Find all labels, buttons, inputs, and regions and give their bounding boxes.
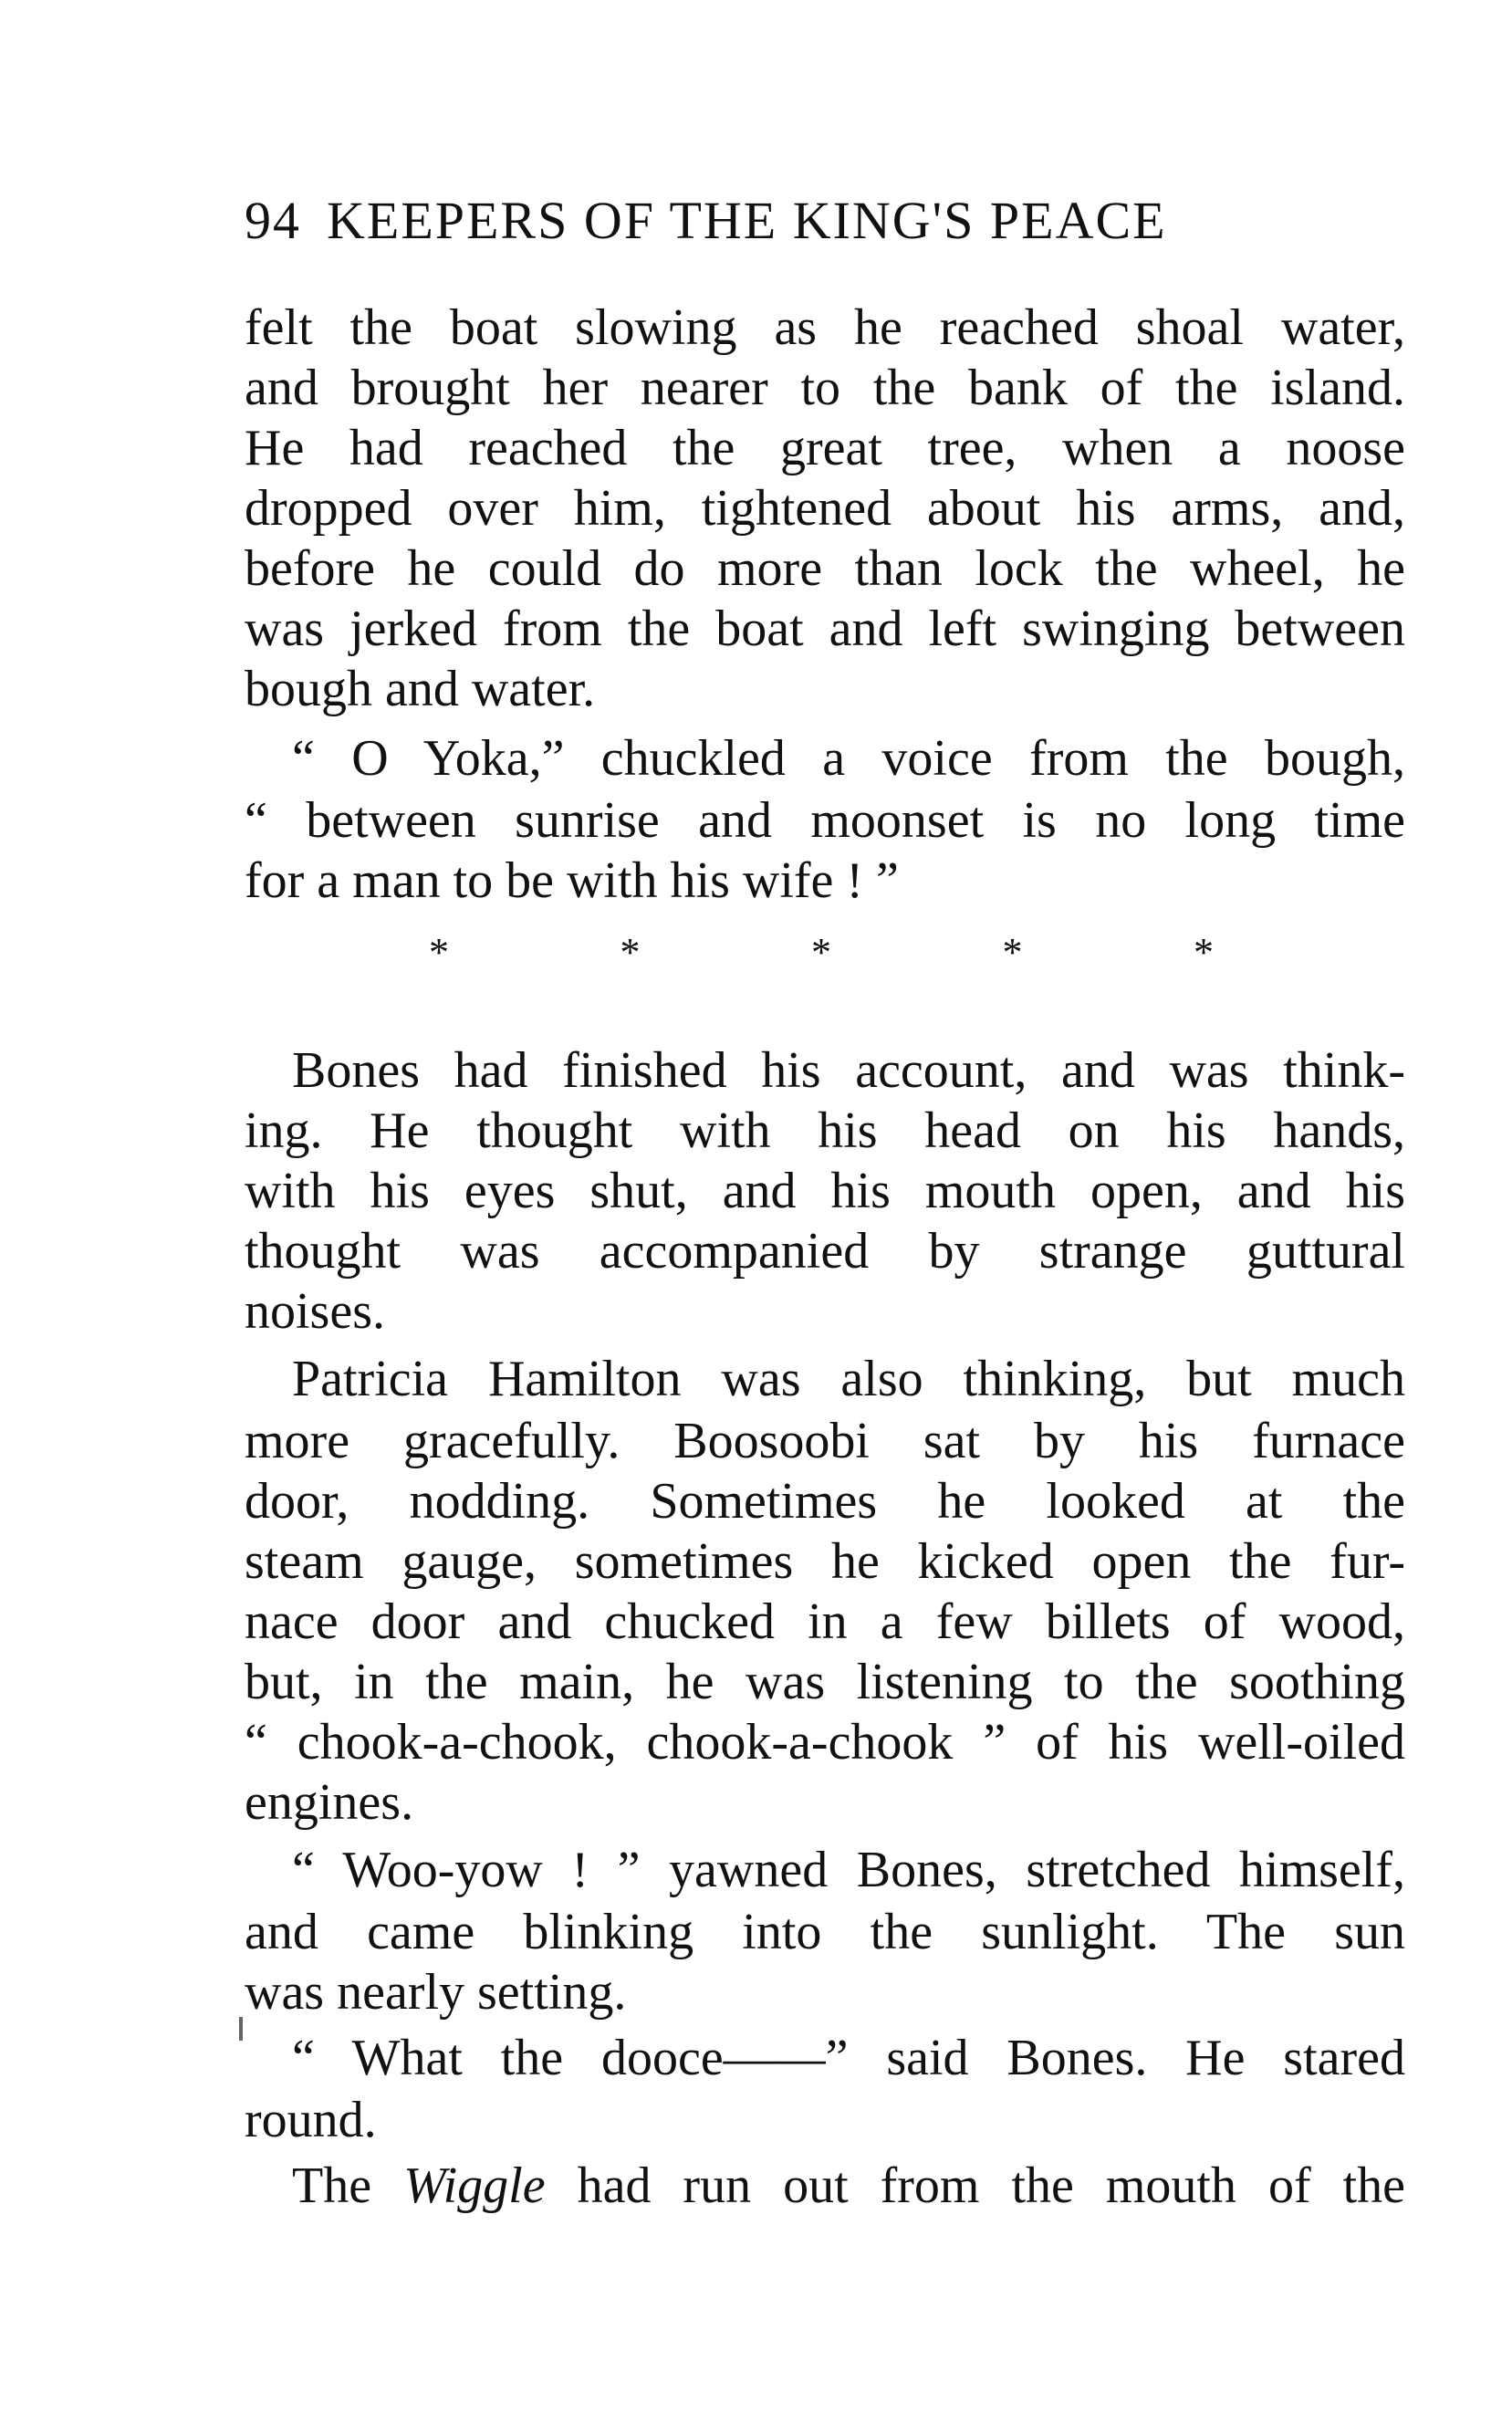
boat-name: Wiggle <box>403 2157 546 2214</box>
running-title: KEEPERS OF THE KING'S PEACE <box>327 191 1167 250</box>
text-line: thought was accompanied by strange guttural <box>245 1223 1405 1280</box>
text-line: felt the boat slowing as he reached shoal water, <box>245 299 1405 356</box>
separator-mark: * <box>429 930 449 975</box>
text-line: Patricia Hamilton was also thinking, but much <box>292 1351 1405 1407</box>
text-line: “ between sunrise and moonset is no long time <box>245 792 1405 849</box>
separator-mark: * <box>811 930 831 975</box>
running-header <box>245 190 1330 251</box>
text-line: “ Woo-yow ! ” yawned Bones, stretched himself, <box>292 1842 1405 1898</box>
separator-mark: * <box>620 930 641 975</box>
separator-mark: * <box>1002 930 1023 975</box>
text-line: bough and water. <box>245 661 596 717</box>
text-line: nace door and chucked in a few billets of wood, <box>245 1593 1405 1650</box>
text-line <box>292 2156 1405 2216</box>
text-line: before he could do more than lock the wheel, he <box>245 540 1405 597</box>
separator-mark: * <box>1194 930 1214 975</box>
text-line: noises. <box>245 1283 385 1340</box>
text-line: “ chook-a-chook, chook-a-chook ” of his well-oiled <box>245 1714 1405 1771</box>
text-line: Bones had finished his account, and was think- <box>292 1042 1405 1099</box>
text-line: but, in the main, he was listening to the soothing <box>245 1654 1405 1710</box>
text-line: and brought her nearer to the bank of the island. <box>245 360 1405 416</box>
text-line: for a man to be with his wife ! ” <box>245 852 899 909</box>
text-line: with his eyes shut, and his mouth open, and his <box>245 1163 1405 1219</box>
text-line: more gracefully. Boosoobi sat by his furnace <box>245 1413 1405 1469</box>
text-line: door, nodding. Sometimes he looked at the <box>245 1473 1405 1530</box>
text-line: steam gauge, sometimes he kicked open the fur- <box>245 1533 1405 1590</box>
text-line: He had reached the great tree, when a noose <box>245 420 1405 476</box>
text-line: “ O Yoka,” chuckled a voice from the bough, <box>292 730 1405 787</box>
section-separator <box>429 929 1214 976</box>
line-text: had run out from the mouth of the <box>577 2157 1406 2214</box>
page-number: 94 <box>245 191 301 250</box>
text-line: round. <box>245 2092 377 2148</box>
print-speck <box>239 2017 243 2041</box>
text-line: ing. He thought with his head on his hands, <box>245 1102 1405 1159</box>
text-line: dropped over him, tightened about his arms, and, <box>245 480 1405 537</box>
text-line: “ What the dooce——” said Bones. He stared <box>292 2030 1405 2086</box>
text-line: was jerked from the boat and left swinging between <box>245 601 1405 657</box>
text-line: engines. <box>245 1774 414 1831</box>
text-line: was nearly setting. <box>245 1964 627 2021</box>
line-text: The <box>292 2157 372 2214</box>
text-line: and came blinking into the sunlight. The sun <box>245 1904 1405 1960</box>
